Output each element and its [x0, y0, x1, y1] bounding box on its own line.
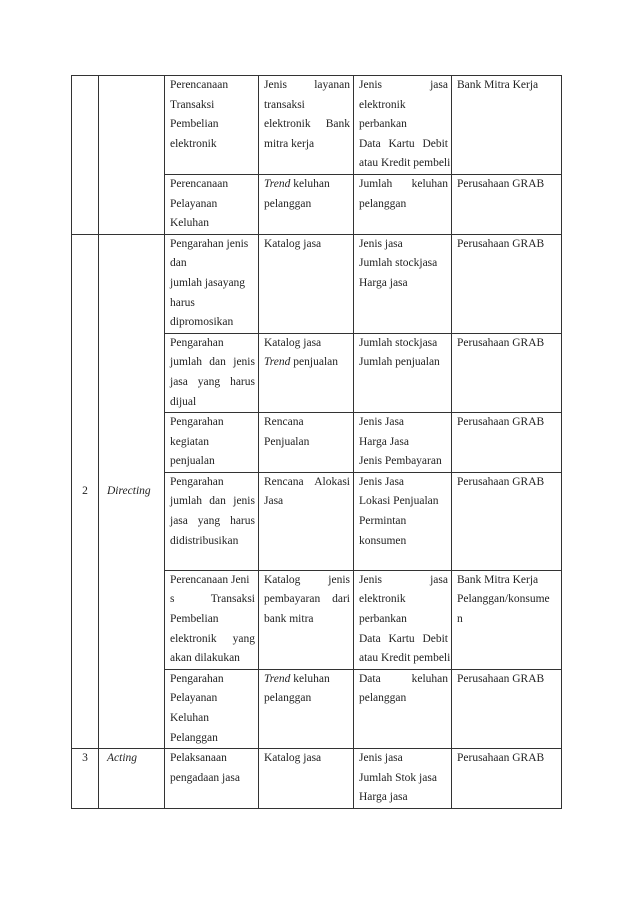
word: Bank [325, 118, 350, 131]
document-cell [259, 234, 354, 333]
justified-line [359, 175, 448, 195]
activity-cell [165, 570, 259, 669]
source-cell [452, 174, 562, 234]
word: Data [359, 672, 381, 685]
table-body [72, 76, 562, 809]
word: penjualan [290, 356, 338, 369]
word: dan [209, 356, 226, 369]
text-line: pelanggan [359, 197, 407, 210]
justified-line [170, 492, 255, 512]
activity-cell [165, 234, 259, 333]
text-line: Keluhan [170, 712, 209, 725]
source-cell [452, 76, 562, 175]
justified-line [359, 76, 448, 96]
justified-line [359, 630, 448, 650]
text-line: Pengarahan [170, 336, 224, 349]
word: Jenis [264, 79, 287, 91]
text-line: dipromosikan [170, 316, 234, 329]
text-line: dan [170, 257, 187, 270]
word: pembayaran [264, 593, 321, 606]
planning-table [71, 75, 562, 809]
source-cell [452, 669, 562, 748]
justified-line [359, 670, 448, 690]
table-row [72, 749, 562, 809]
justified-line [170, 590, 255, 610]
word: keluhan [290, 177, 330, 190]
text-line: Perencanaan Jeni [170, 573, 250, 586]
text-line: Harga jasa [359, 276, 408, 289]
word: Data [359, 632, 381, 645]
word: harus [230, 375, 255, 388]
text-line: konsumen [359, 534, 407, 547]
word: Alokasi [314, 475, 350, 488]
activity-cell [165, 472, 259, 570]
text-line: Pelaksanaan [170, 752, 227, 765]
text-line: akan dilakukan [170, 652, 240, 665]
text-line: bank mitra [264, 613, 314, 626]
word: Katalog [264, 573, 301, 586]
justified-line [264, 590, 350, 610]
activity-cell [165, 333, 259, 412]
text-line: penjualan [170, 455, 215, 468]
text-line: Perusahaan GRAB [457, 177, 545, 190]
word: Debit [422, 632, 448, 645]
activity-cell [165, 669, 259, 748]
source-cell [452, 570, 562, 669]
text-line [264, 353, 350, 373]
text-line: Pengarahan [170, 475, 224, 488]
data-cell [354, 76, 452, 175]
justified-line [170, 353, 255, 373]
source-cell [452, 472, 562, 570]
word: elektronik [170, 632, 217, 645]
text-line: Perusahaan GRAB [457, 416, 545, 429]
document-cell [259, 472, 354, 570]
text-line: Jumlah stockjasa [359, 257, 438, 270]
source-cell [452, 333, 562, 412]
document-cell [259, 333, 354, 412]
document-cell [259, 76, 354, 175]
justified-line [264, 473, 350, 493]
text-line: Rencana [264, 416, 304, 429]
data-cell [354, 749, 452, 809]
trend-word: Trend [264, 672, 291, 685]
justified-line [359, 571, 448, 591]
text-line: atau Kredit pembeli [359, 157, 451, 170]
word: Data [359, 137, 381, 150]
text-line: elektronik [359, 593, 406, 606]
text-line: Harga Jasa [359, 435, 409, 448]
text-line: transaksi [264, 98, 305, 111]
text-line: Jumlah Stok jasa [359, 771, 437, 784]
text-line: Pengarahan jenis [170, 237, 249, 250]
text-line: Jasa [264, 495, 284, 508]
word: keluhan [290, 672, 330, 685]
text-line: Permintan [359, 515, 407, 528]
data-cell [354, 413, 452, 473]
justified-line [170, 373, 255, 393]
word: Jenis [359, 79, 382, 91]
word: jenis [233, 495, 255, 508]
text-line: Pelanggan/konsume [457, 593, 550, 606]
word: jasa [170, 515, 188, 528]
trend-word: Trend [264, 177, 291, 190]
word: yang [232, 632, 255, 645]
word: Kartu [388, 632, 415, 645]
data-cell [354, 570, 452, 669]
function-number-cell: 3 [72, 749, 99, 809]
activity-cell [165, 749, 259, 809]
text-line: Lokasi Penjualan [359, 495, 439, 508]
justified-line [170, 630, 255, 650]
text-line [264, 175, 350, 195]
text-line: mitra kerja [264, 137, 315, 150]
text-line: harus [170, 296, 195, 309]
text-line: Jumlah stockjasa [359, 336, 438, 349]
text-line: Perusahaan GRAB [457, 475, 545, 488]
word: yang [197, 515, 221, 528]
text-line: jumlah jasayang [170, 276, 246, 289]
text-line: pengadaan jasa [170, 771, 240, 784]
justified-line [264, 115, 350, 135]
document-cell [259, 749, 354, 809]
word: dan [209, 495, 226, 508]
data-cell [354, 333, 452, 412]
text-line: Keluhan [170, 217, 209, 230]
justified-line [359, 135, 448, 155]
word: keluhan [411, 177, 448, 190]
function-name-cell: Acting [99, 749, 165, 809]
word: dari [332, 593, 350, 606]
text-line: Katalog jasa [264, 237, 322, 250]
word: jumlah [170, 495, 202, 508]
word: jumlah [170, 356, 202, 369]
text-line: Jenis Jasa [359, 475, 405, 488]
word: elektronik [264, 118, 311, 131]
text-line: Harga jasa [359, 791, 408, 804]
word: jasa [170, 375, 188, 388]
word: keluhan [411, 672, 448, 685]
text-line: didistribusikan [170, 534, 239, 547]
justified-line [264, 76, 350, 96]
text-line: elektronik [359, 98, 406, 111]
text-line: pelanggan [264, 692, 312, 705]
text-line: elektronik [170, 137, 217, 150]
text-line: Jenis jasa [359, 237, 403, 250]
word: jasa [430, 79, 448, 91]
text-line: dijual [170, 395, 197, 408]
trend-word: Trend [264, 356, 291, 369]
word: jenis [233, 356, 255, 369]
word: s [170, 593, 175, 606]
word: jasa [430, 573, 448, 586]
table-row [72, 234, 562, 333]
text-line: Pelayanan [170, 197, 218, 210]
text-line: n [457, 613, 463, 626]
activity-cell [165, 174, 259, 234]
text-line: Perusahaan GRAB [457, 752, 545, 765]
word: harus [230, 515, 255, 528]
text-line: Perusahaan GRAB [457, 672, 545, 685]
text-line: Katalog jasa [264, 752, 322, 765]
text-line: perbankan [359, 118, 407, 131]
source-cell [452, 234, 562, 333]
table-row [72, 76, 562, 175]
activity-cell [165, 413, 259, 473]
source-cell [452, 413, 562, 473]
text-line: Perusahaan GRAB [457, 237, 545, 250]
text-line: Perencanaan [170, 177, 229, 190]
text-line: Pengarahan [170, 416, 224, 429]
text-line: perbankan [359, 613, 407, 626]
text-line: Katalog jasa [264, 336, 322, 349]
text-line: Penjualan [264, 435, 310, 448]
justified-line [170, 512, 255, 532]
text-line: Pembelian [170, 118, 219, 131]
word: Transaksi [210, 593, 255, 606]
text-line: pelanggan [359, 692, 407, 705]
text-line: pelanggan [264, 197, 312, 210]
function-name-cell [99, 76, 165, 235]
document-cell [259, 413, 354, 473]
data-cell [354, 234, 452, 333]
function-name-cell: Directing [99, 234, 165, 748]
text-line: Pelayanan [170, 692, 218, 705]
data-cell [354, 669, 452, 748]
data-cell [354, 174, 452, 234]
data-cell [354, 472, 452, 570]
text-line: Perencanaan [170, 79, 229, 91]
document-cell [259, 570, 354, 669]
word: layanan [314, 79, 350, 91]
text-line [264, 670, 350, 690]
word: jenis [328, 573, 350, 586]
document-cell [259, 174, 354, 234]
justified-line [264, 571, 350, 591]
document-cell [259, 669, 354, 748]
text-line: Transaksi [170, 98, 215, 111]
text-line: atau Kredit pembeli [359, 652, 451, 665]
word: Jenis [359, 573, 382, 586]
text-line: Bank Mitra Kerja [457, 573, 539, 586]
word: yang [197, 375, 221, 388]
function-number-cell [72, 76, 99, 235]
word: Kartu [388, 137, 415, 150]
text-line: Pembelian [170, 613, 219, 626]
text-line: Jumlah penjualan [359, 356, 440, 369]
word: Debit [422, 137, 448, 150]
function-number-cell: 2 [72, 234, 99, 748]
text-line: Perusahaan GRAB [457, 336, 545, 349]
source-cell [452, 749, 562, 809]
text-line: Pengarahan [170, 672, 224, 685]
text-line: Pelanggan [170, 731, 218, 744]
text-line: Bank Mitra Kerja [457, 79, 539, 91]
word: Jumlah [359, 177, 393, 190]
text-line: Jenis Jasa [359, 416, 405, 429]
activity-cell [165, 76, 259, 175]
word: Rencana [264, 475, 304, 488]
text-line: kegiatan [170, 435, 209, 448]
text-line: Jenis Pembayaran [359, 455, 442, 468]
text-line: Jenis jasa [359, 752, 403, 765]
